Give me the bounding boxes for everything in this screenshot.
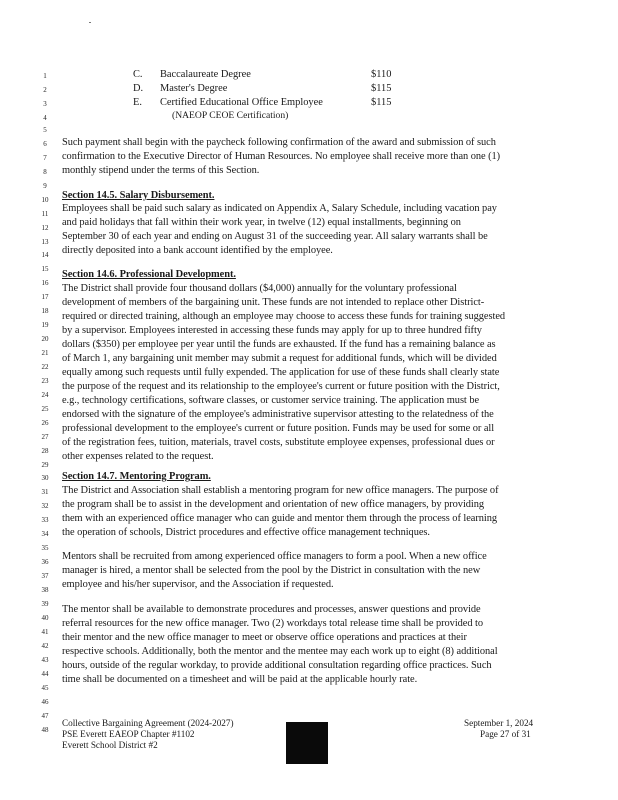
degree-amount: $115: [371, 83, 392, 94]
line-number: 1: [43, 72, 47, 80]
line-number: 21: [41, 349, 49, 357]
line-number: 43: [41, 656, 49, 664]
line-number: 26: [41, 419, 49, 427]
text-line: of March 1, any bargaining unit member may submit a request for additional funds, which will be divided: [62, 353, 497, 364]
line-number: 4: [43, 114, 47, 122]
footer-agreement: Collective Bargaining Agreement (2024-2027): [62, 718, 234, 728]
text-line: directly deposited into a bank account identified by the employee.: [62, 245, 333, 256]
text-line: hours, outside of the regular workday, to provide additional consultation regarding office practices. Such: [62, 660, 492, 671]
line-number: 39: [41, 600, 49, 608]
text-line: other expenses related to the request.: [62, 451, 214, 462]
line-number: 23: [41, 377, 49, 385]
section-heading: Section 14.5. Salary Disbursement.: [62, 190, 215, 201]
line-number: 27: [41, 433, 49, 441]
text-line: referral resources for the new office manager. Two (2) workdays total release time shall be provided to: [62, 618, 484, 629]
line-number: 7: [43, 154, 47, 162]
text-line: required or directed training, although an employee may choose to access these funds for training suggested: [62, 311, 506, 322]
line-number: 14: [41, 251, 49, 259]
line-number: 47: [41, 712, 49, 720]
line-number: 11: [41, 210, 49, 218]
line-number: 38: [41, 586, 49, 594]
text-line: them with an experienced office manager who can guide and mentor them through the process of learning: [62, 513, 498, 524]
text-line: employee and his/her supervisor, and the Association if requested.: [62, 579, 334, 590]
footer-page-number: Page 27 of 31: [480, 729, 531, 739]
text-line: equally among such requests until fully expended. The application for use of these funds shall clearly state: [62, 367, 500, 378]
line-number: 25: [41, 405, 49, 413]
section-heading: Section 14.7. Mentoring Program.: [62, 471, 211, 482]
line-number: 35: [41, 544, 49, 552]
text-line: the program shall be to assist in the development and orientation of new office managers, by providing: [62, 499, 485, 510]
degree-name: Certified Educational Office Employee: [160, 97, 323, 108]
text-line: The District shall provide four thousand dollars ($4,000) annually for the voluntary professional: [62, 283, 457, 294]
line-number: 3: [43, 100, 47, 108]
line-number: 36: [41, 558, 49, 566]
degree-name: Baccalaureate Degree: [160, 69, 251, 80]
line-number: 34: [41, 530, 49, 538]
text-line: confirmation to the Executive Director of Human Resources. No employee shall receive more than one (1): [62, 151, 501, 162]
line-number: 37: [41, 572, 49, 580]
redaction-block: [286, 722, 328, 764]
text-line: endorsed with the signature of the employee's administrative supervisor attesting to the relatedness of the: [62, 409, 494, 420]
text-line: Employees shall be paid such salary as indicated on Appendix A, Salary Schedule, including vacation pay: [62, 203, 497, 214]
text-line: of the registration fees, tuition, materials, travel costs, substitute employee expenses, professional dues or: [62, 437, 495, 448]
line-number: 30: [41, 474, 49, 482]
text-line: Mentors shall be recruited from among experienced office managers to form a pool. When a new office: [62, 551, 487, 562]
text-line: Such payment shall begin with the paycheck following confirmation of the award and submission of such: [62, 137, 496, 148]
text-line: September 30 of each year and ending on August 31 of the succeeding year. All salary warrants shall be: [62, 231, 488, 242]
text-line: monthly stipend under the terms of this Section.: [62, 165, 260, 176]
section-heading: Section 14.6. Professional Development.: [62, 269, 236, 280]
footer-date: September 1, 2024: [464, 718, 534, 728]
footer-chapter: PSE Everett EAEOP Chapter #1102: [62, 729, 195, 739]
text-line: The mentor shall be available to demonstrate procedures and processes, answer questions and provide: [62, 604, 481, 615]
text-line: time shall be documented on a timesheet and will be paid at the applicable hourly rate.: [62, 674, 418, 685]
line-number: 10: [41, 196, 49, 204]
line-number: 46: [41, 698, 49, 706]
scan-mark: [89, 22, 91, 23]
degree-note: (NAEOP CEOE Certification): [172, 110, 289, 121]
footer-district: Everett School District #2: [62, 740, 158, 750]
line-number: 40: [41, 614, 49, 622]
degree-amount: $110: [371, 69, 392, 80]
text-line: dollars ($350) per employee per year until the funds are exhausted. If the fund has a remaining balance as: [62, 339, 496, 350]
text-line: their mentor and the new office manager to meet or observe office operations and practices at their: [62, 632, 467, 643]
line-number: 33: [41, 516, 49, 524]
line-number: 20: [41, 335, 49, 343]
line-number: 41: [41, 628, 49, 636]
line-number: 2: [43, 86, 47, 94]
line-number: 8: [43, 168, 47, 176]
line-number: 5: [43, 126, 47, 134]
text-line: manager is hired, a mentor shall be selected from the pool by the District in consultation with the new: [62, 565, 481, 576]
text-line: The District and Association shall establish a mentoring program for new office managers. The purpose of: [62, 485, 499, 496]
line-number: 24: [41, 391, 49, 399]
text-line: and paid holidays that fall within their work year, in twelve (12) equal installments, beginning on: [62, 217, 461, 228]
line-number: 31: [41, 488, 49, 496]
line-number: 29: [41, 461, 49, 469]
degree-letter: D.: [133, 83, 144, 94]
line-number: 42: [41, 642, 49, 650]
text-line: the operation of schools, District procedures and effective office management techniques.: [62, 527, 430, 538]
text-line: development of members of the bargaining unit. These funds are not intended to replace other District-: [62, 297, 485, 308]
line-number: 9: [43, 182, 47, 190]
line-number: 44: [41, 670, 49, 678]
text-line: respective schools. Additionally, both the mentor and the mentee may each work up to eight (8) additional: [62, 646, 498, 657]
line-number: 48: [41, 726, 49, 734]
degree-letter: C.: [133, 69, 143, 80]
text-line: by a supervisor. Employees interested in accessing these funds may apply for up to three hundred fifty: [62, 325, 482, 336]
text-line: professional development to the employee's current or future position. Funds may be used for some or all: [62, 423, 495, 434]
line-number: 17: [41, 293, 49, 301]
line-number: 13: [41, 238, 49, 246]
line-number: 28: [41, 447, 49, 455]
line-number: 18: [41, 307, 49, 315]
text-line: e.g., technology certifications, software classes, or customer service training. The application must be: [62, 395, 480, 406]
text-line: the purpose of the request and its relationship to the employee's current or future position with the District,: [62, 381, 500, 392]
line-number: 6: [43, 140, 47, 148]
line-number: 22: [41, 363, 49, 371]
line-number: 12: [41, 224, 49, 232]
line-number: 19: [41, 321, 49, 329]
line-number: 16: [41, 279, 49, 287]
degree-letter: E.: [133, 97, 142, 108]
line-number: 15: [41, 265, 49, 273]
degree-amount: $115: [371, 97, 392, 108]
line-number: 32: [41, 502, 49, 510]
line-number: 45: [41, 684, 49, 692]
degree-name: Master's Degree: [160, 83, 228, 94]
